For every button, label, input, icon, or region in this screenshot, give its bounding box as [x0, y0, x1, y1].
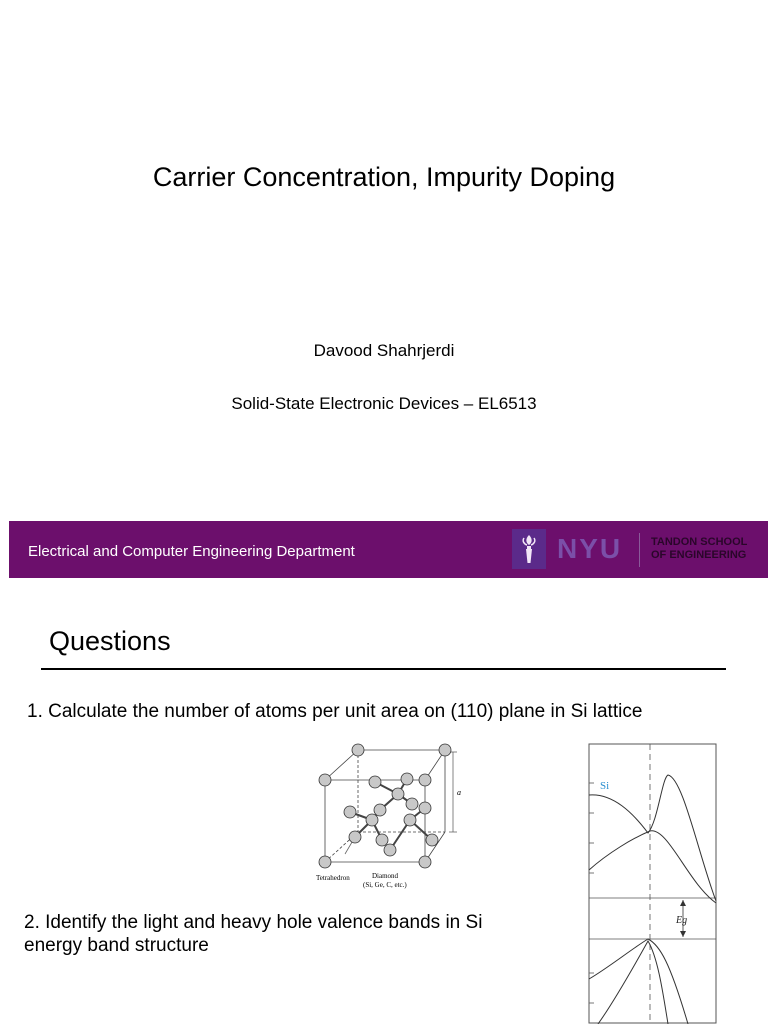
nyu-wordmark: NYU	[557, 533, 623, 564]
si-band-structure-figure	[588, 743, 718, 1024]
department-name: Electrical and Computer Engineering Department	[28, 543, 355, 560]
department-banner	[9, 521, 768, 578]
title-underline	[41, 668, 726, 670]
question-2: 2. Identify the light and heavy hole valence bands in Si energy band structure	[24, 912, 483, 956]
school-name-line1: TANDON SCHOOL	[651, 536, 748, 548]
torch-icon	[512, 529, 546, 569]
school-name	[651, 536, 747, 562]
author-name: Davood Shahrjerdi	[313, 341, 455, 360]
si-label: Si	[600, 780, 610, 792]
logo-divider	[639, 533, 640, 567]
course-name: Solid-State Electronic Devices – EL6513	[231, 394, 537, 413]
lattice-constant-label: a	[457, 788, 461, 797]
diamond-caption: Diamond	[372, 872, 399, 880]
questions-slide	[0, 600, 768, 1024]
bandgap-label: Eg	[676, 915, 688, 926]
diamond-lattice-figure	[310, 742, 465, 892]
question-1: 1. Calculate the number of atoms per unit area on (110) plane in Si lattice	[27, 701, 643, 722]
tetrahedron-caption: Tetrahedron	[316, 874, 350, 882]
materials-caption: (Si, Ge, C, etc.)	[363, 881, 407, 889]
nyu-tandon-logo	[509, 529, 768, 571]
school-name-line2: OF ENGINEERING	[651, 549, 747, 561]
slide-title: Carrier Concentration, Impurity Doping	[152, 162, 616, 192]
questions-title: Questions	[49, 626, 171, 656]
